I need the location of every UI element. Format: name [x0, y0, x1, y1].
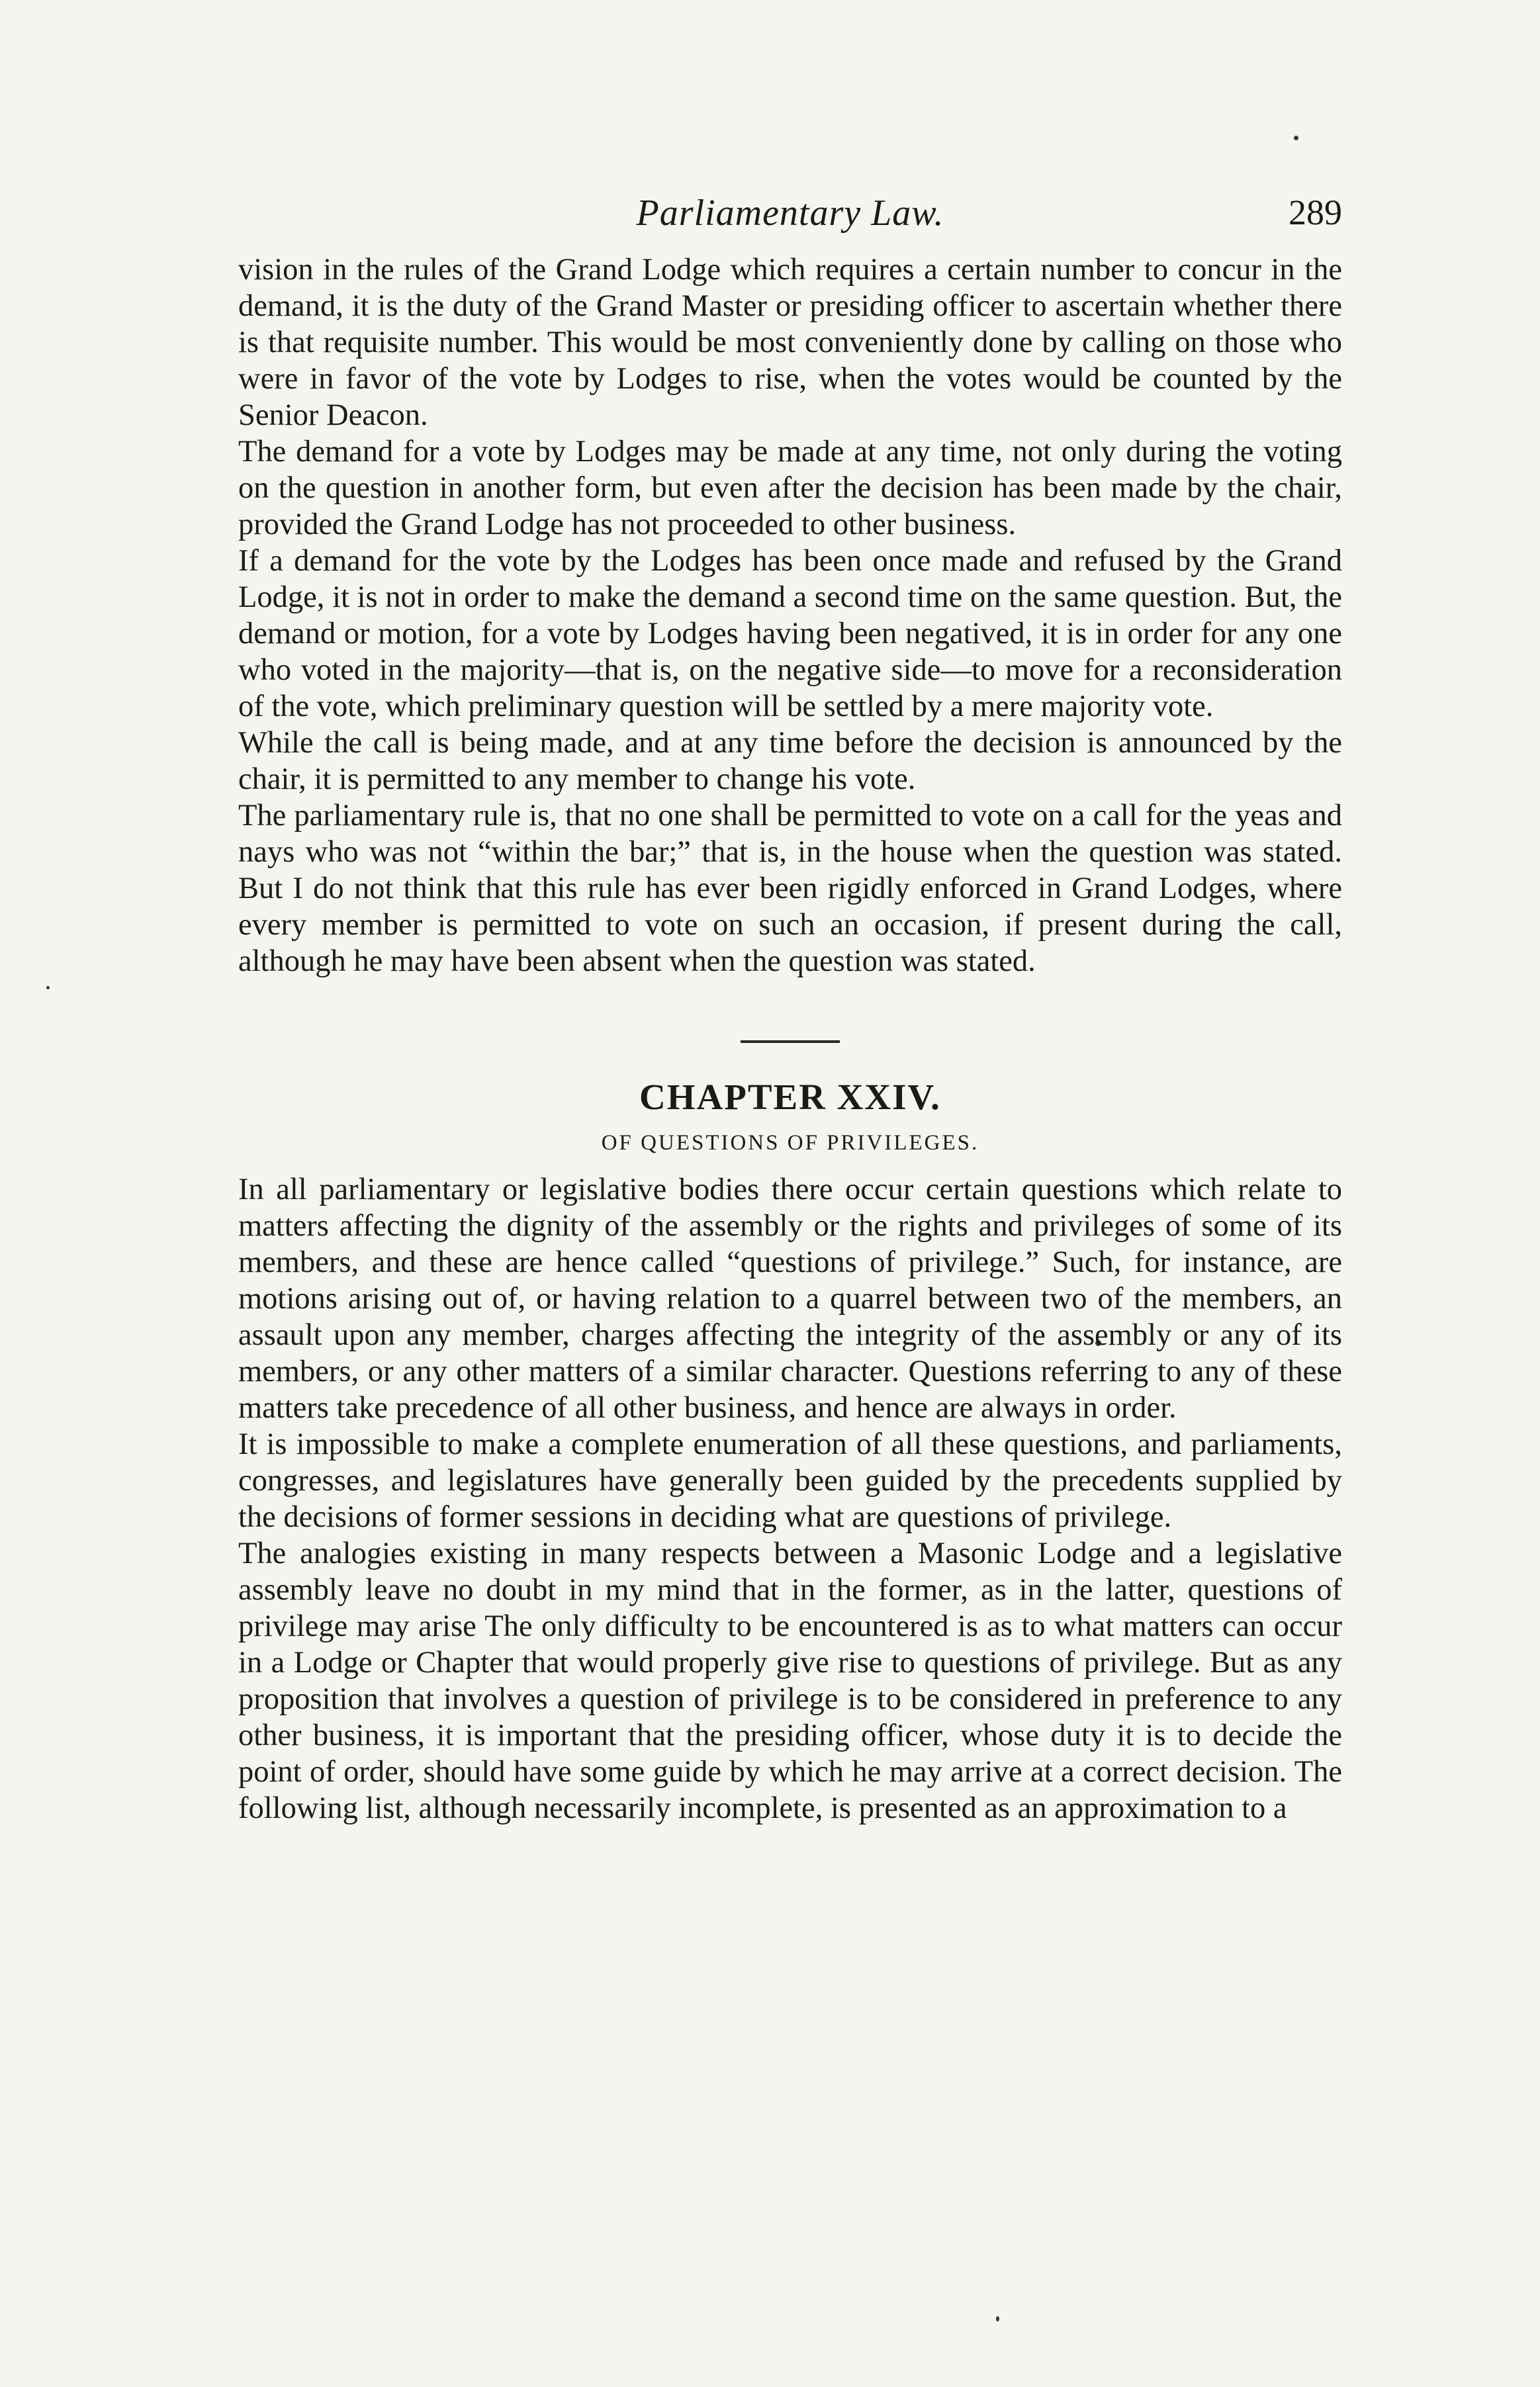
chapter-subheading: OF QUESTIONS OF PRIVILEGES.: [601, 1131, 979, 1155]
paragraph: vision in the rules of the Grand Lodge which requires a certain number to concur in the demand, it is the duty of the Grand Master or presiding officer to ascertain whether there is that requisite number. This would be most conveniently done by calling on those who were in favor of the vote by Lodges to rise, when the votes would be counted by the Senior Deacon.: [238, 253, 1342, 432]
paragraph: The analogies existing in many respects between a Masonic Lodge and a legislative assembly leave no doubt in my mind that in the former, as in the latter, questions of privilege may arise The only difficulty to be encountered is as to what matters can occur in a Lodge or Chapter that would properly give rise to questions of privilege. But as any proposition that involves a question of privilege is to be considered in preference to any other business, it is important that the presiding officer, whose duty it is to decide the point of order, should have some guide by which he may arrive at a correct decision. The following list, although necessarily incomplete, is presented as an approximation to a: [238, 1537, 1342, 1825]
paragraph: The demand for a vote by Lodges may be made at any time, not only during the voting on the question in another form, but even after the decision has been made by the chair, provided the Grand Lodge has not proceeded to other business.: [238, 435, 1342, 541]
ink-speck: [1294, 136, 1298, 140]
section-continued-text: [238, 251, 1342, 979]
ink-speck: [46, 986, 50, 989]
paragraph: If a demand for the vote by the Lodges has been once made and refused by the Grand Lodge, it is not in order to make the demand a second time on the same question. But, the demand or motion, for a vote by Lodges having been negatived, it is in order for any one who voted in the majority—that is, on the negative side—to move for a reconsideration of the vote, which preliminary question will be settled by a mere majority vote.: [238, 544, 1342, 723]
paragraph: In all parliamentary or legislative bodies there occur certain questions which relate to matters affecting the dignity of the assembly or the rights and privileges of some of its members, and these are hence called “questions of privilege.” Such, for instance, are motions arising out of, or having relation to a quarrel between two of the members, an assault upon any member, charges affecting the integrity of the assembly or any of its members, or any other matters of a similar character. Questions referring to any of these matters take precedence of all other business, and hence are always in order.: [238, 1173, 1342, 1425]
chapter-divider-rule: [741, 1040, 840, 1043]
chapter-body-text: [238, 1171, 1342, 1826]
book-page: [238, 192, 1342, 1826]
ink-speck: [996, 2316, 999, 2321]
paragraph: While the call is being made, and at any time before the decision is announced by the chair, it is permitted to any member to change his vote.: [238, 726, 1342, 796]
paragraph: The parliamentary rule is, that no one shall be permitted to vote on a call for the yeas and nays who was not “within the bar;” that is, in the house when the question was stated. But I do not think that this rule has ever been rigidly enforced in Grand Lodges, where every member is permitted to vote on such an occasion, if present during the call, although he may have been absent when the question was stated.: [238, 799, 1342, 978]
paragraph: It is impossible to make a complete enumeration of all these questions, and parliaments, congresses, and legislatures have generally been guided by the precedents supplied by the decisions of former sessions in deciding what are questions of privilege.: [238, 1427, 1342, 1534]
page-number: 289: [1289, 193, 1342, 232]
running-title: Parliamentary Law.: [636, 193, 944, 234]
running-header: [238, 192, 1342, 251]
chapter-heading: CHAPTER XXIV.: [639, 1077, 941, 1117]
